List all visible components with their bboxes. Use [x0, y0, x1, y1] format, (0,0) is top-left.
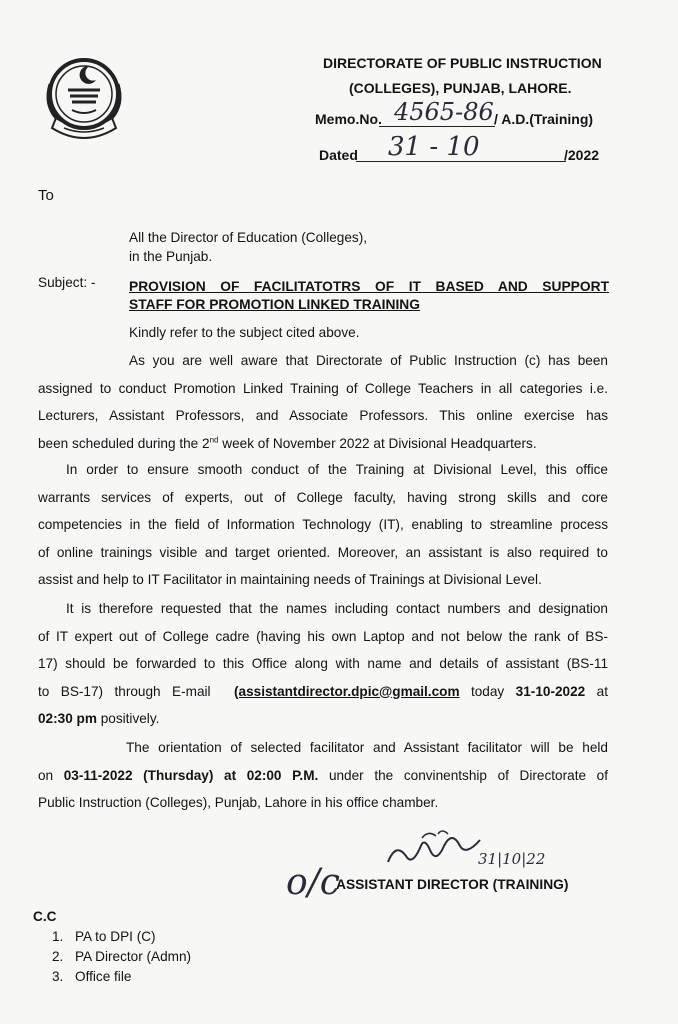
p1-superscript: nd: [209, 434, 219, 444]
cc-item: 1. PA to DPI (C): [52, 929, 156, 944]
p3-line-4: [38, 678, 608, 706]
cc-item: 3. Office file: [52, 969, 132, 984]
p2-line: competencies in the field of Information Technology (IT), enabling to streamline process: [38, 517, 608, 532]
p3-email-intro: to BS-17) through E-mail: [38, 683, 211, 699]
subject-line1: PROVISION OF FACILITATOTRS OF IT BASED AND SUPPORT: [129, 279, 609, 294]
p4-line: The orientation of selected facilitator and Assistant facilitator will be held: [126, 740, 608, 755]
memo-label: Memo.No.: [315, 111, 382, 127]
paragraph-2: [38, 456, 608, 594]
dated-value: 31 - 10: [388, 132, 480, 162]
memo-number-line: [379, 126, 495, 127]
p3-line-last: [38, 705, 608, 733]
p3-at: at: [596, 683, 608, 699]
signature-date-note: 31|10|22: [478, 850, 546, 868]
deadline-date: 31-10-2022: [515, 683, 586, 699]
to-label: To: [38, 187, 54, 204]
p1-last-text: been scheduled during the 2: [38, 435, 210, 451]
cc-label: C.C: [33, 909, 57, 924]
p3-today: today: [470, 683, 505, 699]
p2-line: warrants services of experts, out of College faculty, having strong skills and core: [38, 489, 608, 505]
p3-line: of IT expert out of College cadre (having his own Laptop and not below the rank of BS-: [38, 628, 608, 644]
signature-initial: o/c: [286, 862, 340, 903]
p4-line-2: [38, 762, 608, 790]
email-address: (assistantdirector.dpic@gmail.com: [234, 683, 460, 699]
dated-label: Dated: [319, 147, 358, 163]
cc-list: [52, 927, 191, 987]
subject-label: Subject: -: [38, 275, 96, 290]
p1-line: As you are well aware that Directorate of Public Instruction (c) has been: [129, 353, 608, 368]
p3-line: 17) should be forwarded to this Office along with name and details of assistant (BS-11: [38, 656, 608, 671]
recipient-line2: in the Punjab.: [129, 249, 213, 264]
p2-line: of online trainings visible and target oriented. Moreover, an assistant is also required to: [38, 544, 608, 560]
p2-line: In order to ensure smooth conduct of the Training at Divisional Level, this office: [66, 462, 608, 477]
p1-last-text-rest: week of November 2022 at Divisional Headquarters.: [218, 435, 537, 451]
signatory-title: ASSISTANT DIRECTOR (TRAINING): [336, 877, 569, 892]
p1-line: Lecturers, Assistant Professors, and Associate Professors. This online exercise has: [38, 408, 608, 423]
cc-item: 2. PA Director (Admn): [52, 949, 192, 964]
directorate-location: (COLLEGES), PUNJAB, LAHORE.: [349, 80, 572, 96]
p3-line: It is therefore requested that the names including contact numbers and designation: [66, 601, 608, 616]
memo-suffix: / A.D.(Training): [494, 111, 594, 127]
subject-line2: STAFF FOR PROMOTION LINKED TRAINING: [129, 297, 420, 312]
orientation-datetime: 03-11-2022 (Thursday) at 02:00 P.M.: [63, 767, 319, 783]
paragraph-4: [38, 734, 608, 817]
p4-line-last: Public Instruction (Colleges), Punjab, Lahore in his office chamber.: [38, 795, 439, 810]
p4-rest: under the convinentship of Directorate of: [328, 767, 608, 783]
paragraph-1: [38, 347, 608, 457]
p3-positively: positively.: [96, 711, 160, 726]
punjab-government-seal: [34, 44, 134, 154]
p4-on: on: [38, 767, 54, 783]
recipient-line1: All the Director of Education (Colleges),: [129, 230, 367, 245]
paragraph-3: [38, 595, 608, 733]
memo-number: 4565-86: [394, 98, 494, 126]
intro-sentence: Kindly refer to the subject cited above.: [129, 325, 360, 340]
p2-line-last: assist and help to IT Facilitator in maintaining needs of Trainings at Divisional Level.: [38, 572, 542, 587]
p1-line-last: [38, 430, 608, 458]
deadline-time: 02:30 pm: [38, 711, 97, 726]
dated-year: /2022: [564, 147, 600, 163]
directorate-name: DIRECTORATE OF PUBLIC INSTRUCTION: [323, 55, 602, 71]
p1-line: assigned to conduct Promotion Linked Training of College Teachers in all categories i.e.: [38, 380, 608, 396]
